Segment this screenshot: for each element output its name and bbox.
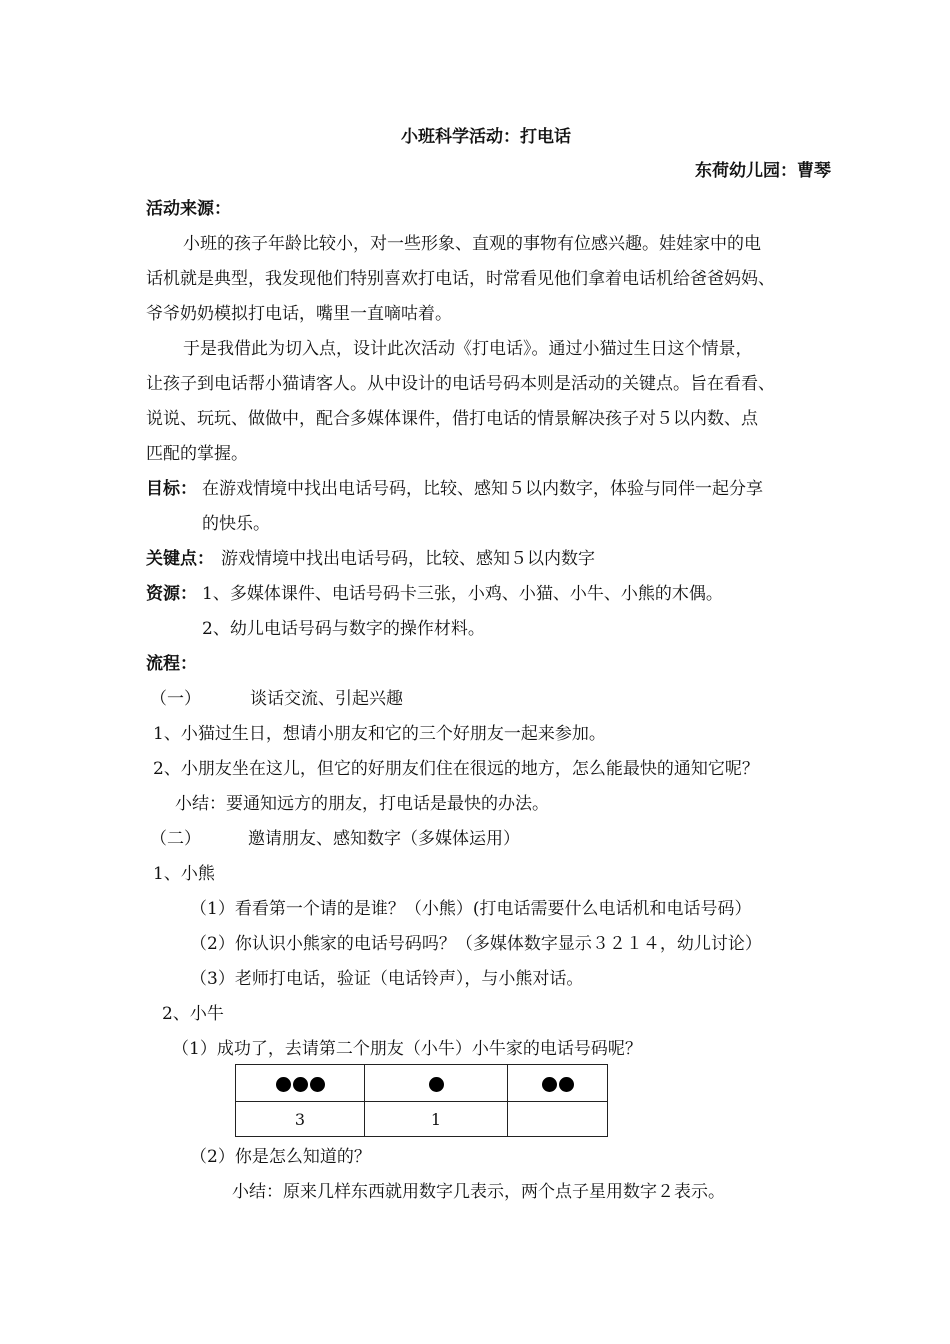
dot-number-table: [235, 1064, 608, 1137]
section-title: 谈话交流、引起兴趣: [250, 689, 403, 709]
dot-icon: [559, 1077, 574, 1092]
goal-text-line: 的快乐。: [202, 514, 270, 534]
author-line: 东荷幼儿园：曹琴: [695, 161, 831, 181]
number-cell: 3: [236, 1102, 365, 1137]
goal-text-line: 在游戏情境中找出电话号码，比较、感知５以内数字，体验与同伴一起分享: [202, 479, 763, 499]
dot-icon: [293, 1077, 308, 1092]
source-p2-line: 于是我借此为切入点，设计此次活动《打电话》。通过小猫过生日这个情景，: [183, 339, 753, 359]
flow-item: 1、小猫过生日，想请小朋友和它的三个好朋友一起来参加。: [153, 724, 606, 744]
section-number: （一）: [150, 689, 201, 709]
summary-text: 小结：要通知远方的朋友，打电话是最快的办法。: [175, 794, 549, 814]
dot-cell: [508, 1065, 608, 1102]
key-point-text: 游戏情境中找出电话号码，比较、感知５以内数字: [221, 549, 595, 569]
summary-text: 小结：原来几样东西就用数字几表示，两个点子星用数字２表示。: [232, 1182, 725, 1202]
flow-step: （1）成功了，去请第二个朋友（小牛）小牛家的电话号码呢？: [172, 1039, 642, 1059]
section-title: 邀请朋友、感知数字（多媒体运用）: [248, 829, 520, 849]
resources-label: 资源：: [146, 584, 197, 604]
source-p2-line: 让孩子到电话帮小猫请客人。从中设计的电话号码本则是活动的关键点。旨在看看、: [146, 374, 775, 394]
source-p2-line: 匹配的掌握。: [146, 444, 248, 464]
dot-icon: [542, 1077, 557, 1092]
subsection-title: 2、小牛: [162, 1004, 224, 1024]
flow-step: （1）看看第一个请的是谁？（小熊）(打电话需要什么电话机和电话号码）: [190, 899, 752, 919]
source-heading: 活动来源：: [146, 199, 231, 219]
source-p1-line: 小班的孩子年龄比较小，对一些形象、直观的事物有位感兴趣。娃娃家中的电: [183, 234, 761, 254]
resource-item: 1、多媒体课件、电话号码卡三张，小鸡、小猫、小牛、小熊的木偶。: [202, 584, 723, 604]
source-p1-line: 爷爷奶奶模拟打电话，嘴里一直嘀咕着。: [146, 304, 452, 324]
number-cell[interactable]: [508, 1102, 608, 1137]
resource-item: 2、幼儿电话号码与数字的操作材料。: [202, 619, 485, 639]
number-cell: 1: [365, 1102, 508, 1137]
flow-item: 2、小朋友坐在这儿，但它的好朋友们住在很远的地方，怎么能最快的通知它呢？: [153, 759, 759, 779]
dot-cell: [365, 1065, 508, 1102]
key-point-label: 关键点：: [146, 549, 214, 569]
dot-icon: [429, 1077, 444, 1092]
subsection-title: 1、小熊: [153, 864, 215, 884]
flow-label: 流程：: [146, 654, 197, 674]
source-p1-line: 话机就是典型，我发现他们特别喜欢打电话，时常看见他们拿着电话机给爸爸妈妈、: [146, 269, 775, 289]
page-title: 小班科学活动：打电话: [401, 127, 571, 147]
source-p2-line: 说说、玩玩、做做中，配合多媒体课件，借打电话的情景解决孩子对５以内数、点: [146, 409, 758, 429]
dot-cell: [236, 1065, 365, 1102]
flow-step: （2）你认识小熊家的电话号码吗？（多媒体数字显示３２１４，幼儿讨论）: [190, 934, 762, 954]
dot-icon: [276, 1077, 291, 1092]
flow-step: （3）老师打电话，验证（电话铃声），与小熊对话。: [190, 969, 584, 989]
dot-icon: [310, 1077, 325, 1092]
section-number: （二）: [150, 829, 201, 849]
flow-step: （2）你是怎么知道的？: [190, 1147, 371, 1167]
goal-label: 目标：: [146, 479, 197, 499]
